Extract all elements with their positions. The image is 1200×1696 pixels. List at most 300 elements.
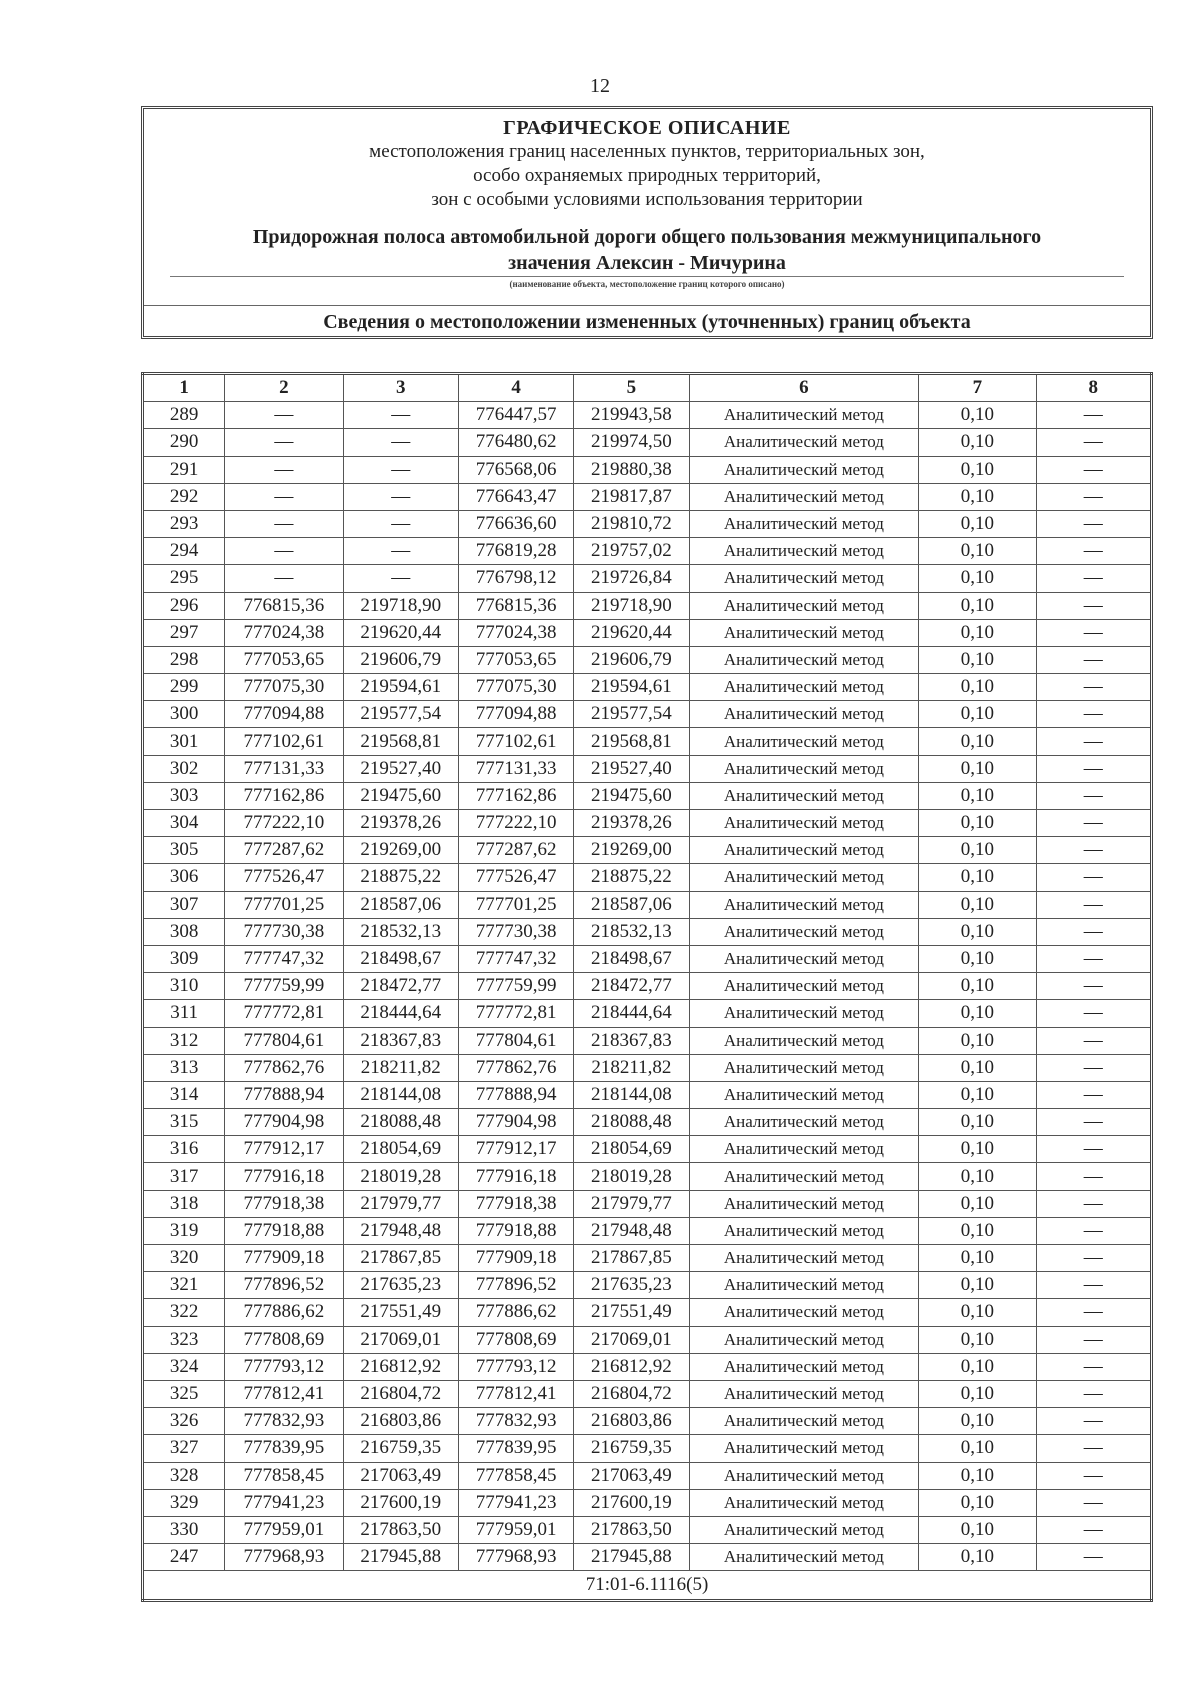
- table-cell: Аналитический метод: [689, 1353, 919, 1380]
- table-cell: —: [343, 456, 458, 483]
- table-cell: 0,10: [919, 1190, 1036, 1217]
- table-cell: 217948,48: [343, 1217, 458, 1244]
- table-cell: 0,10: [919, 1353, 1036, 1380]
- table-cell: —: [1036, 1462, 1151, 1489]
- table-cell: —: [343, 483, 458, 510]
- table-cell: 218532,13: [574, 918, 689, 945]
- table-row: [143, 1054, 1152, 1081]
- table-cell: —: [343, 402, 458, 429]
- table-cell: 219817,87: [574, 483, 689, 510]
- table-row: [143, 755, 1152, 782]
- table-cell: 330: [143, 1516, 225, 1543]
- table-cell: 297: [143, 619, 225, 646]
- table-cell: 776815,36: [225, 592, 343, 619]
- table-cell: 777862,76: [458, 1054, 573, 1081]
- table-cell: 217069,01: [343, 1326, 458, 1353]
- table-cell: 777287,62: [458, 837, 573, 864]
- table-cell: 777808,69: [458, 1326, 573, 1353]
- table-cell: 219943,58: [574, 402, 689, 429]
- table-cell: 776815,36: [458, 592, 573, 619]
- table-cell: Аналитический метод: [689, 592, 919, 619]
- table-cell: —: [1036, 1272, 1151, 1299]
- table-cell: Аналитический метод: [689, 565, 919, 592]
- table-cell: 217945,88: [574, 1544, 689, 1571]
- table-cell: 777094,88: [458, 701, 573, 728]
- table-cell: 777759,99: [225, 973, 343, 1000]
- table-cell: 218367,83: [343, 1027, 458, 1054]
- table-cell: 777730,38: [458, 918, 573, 945]
- table-cell: 777959,01: [225, 1516, 343, 1543]
- table-cell: 777858,45: [225, 1462, 343, 1489]
- table-cell: —: [1036, 1245, 1151, 1272]
- table-cell: —: [1036, 402, 1151, 429]
- table-cell: 292: [143, 483, 225, 510]
- column-header: 7: [919, 374, 1036, 402]
- table-row: [143, 1299, 1152, 1326]
- table-cell: 777793,12: [458, 1353, 573, 1380]
- table-cell: 216804,72: [574, 1380, 689, 1407]
- table-cell: Аналитический метод: [689, 728, 919, 755]
- table-row: [143, 1163, 1152, 1190]
- table-cell: 219974,50: [574, 429, 689, 456]
- table-cell: 777222,10: [458, 810, 573, 837]
- table-cell: 776568,06: [458, 456, 573, 483]
- table-row: [143, 592, 1152, 619]
- table-cell: —: [343, 510, 458, 537]
- table-row: [143, 864, 1152, 891]
- table-cell: 219269,00: [343, 837, 458, 864]
- table-cell: —: [1036, 864, 1151, 891]
- table-cell: Аналитический метод: [689, 1544, 919, 1571]
- table-row: [143, 728, 1152, 755]
- table-cell: 218019,28: [343, 1163, 458, 1190]
- table-cell: Аналитический метод: [689, 918, 919, 945]
- table-cell: Аналитический метод: [689, 1380, 919, 1407]
- table-cell: 219620,44: [574, 619, 689, 646]
- table-cell: 218875,22: [574, 864, 689, 891]
- table-cell: Аналитический метод: [689, 1136, 919, 1163]
- table-cell: —: [1036, 619, 1151, 646]
- table-cell: 0,10: [919, 565, 1036, 592]
- table-cell: 218472,77: [343, 973, 458, 1000]
- table-row: [143, 1000, 1152, 1027]
- table-row: [143, 701, 1152, 728]
- table-row: [143, 1353, 1152, 1380]
- table-cell: 218211,82: [574, 1054, 689, 1081]
- table-cell: 218144,08: [574, 1081, 689, 1108]
- table-footer: 71:01-6.1116(5): [143, 1571, 1152, 1601]
- table-cell: 777904,98: [458, 1109, 573, 1136]
- table-row: [143, 1027, 1152, 1054]
- table-row: [143, 646, 1152, 673]
- table-cell: 217551,49: [343, 1299, 458, 1326]
- table-row: [143, 402, 1152, 429]
- table-cell: 0,10: [919, 456, 1036, 483]
- table-cell: 777526,47: [458, 864, 573, 891]
- table-cell: 0,10: [919, 646, 1036, 673]
- table-cell: 306: [143, 864, 225, 891]
- table-cell: 0,10: [919, 402, 1036, 429]
- table-cell: Аналитический метод: [689, 782, 919, 809]
- table-cell: Аналитический метод: [689, 1190, 919, 1217]
- table-cell: 219527,40: [574, 755, 689, 782]
- table-cell: 219577,54: [574, 701, 689, 728]
- table-cell: 219594,61: [343, 674, 458, 701]
- table-row: [143, 1136, 1152, 1163]
- document-title: ГРАФИЧЕСКОЕ ОПИСАНИЕ: [503, 117, 791, 139]
- table-cell: 777772,81: [458, 1000, 573, 1027]
- table-cell: —: [225, 538, 343, 565]
- table-cell: 777162,86: [225, 782, 343, 809]
- table-cell: 218587,06: [343, 891, 458, 918]
- table-row: [143, 1190, 1152, 1217]
- table-cell: Аналитический метод: [689, 755, 919, 782]
- table-cell: Аналитический метод: [689, 1081, 919, 1108]
- table-cell: Аналитический метод: [689, 1299, 919, 1326]
- table-cell: —: [1036, 1000, 1151, 1027]
- table-cell: —: [1036, 592, 1151, 619]
- table-cell: 290: [143, 429, 225, 456]
- table-cell: 777832,93: [225, 1408, 343, 1435]
- table-cell: 777804,61: [225, 1027, 343, 1054]
- table-cell: 316: [143, 1136, 225, 1163]
- table-cell: 776480,62: [458, 429, 573, 456]
- table-row: [143, 619, 1152, 646]
- table-cell: 777862,76: [225, 1054, 343, 1081]
- table-cell: Аналитический метод: [689, 1272, 919, 1299]
- column-header: 3: [343, 374, 458, 402]
- table-cell: 0,10: [919, 810, 1036, 837]
- table-cell: 217063,49: [574, 1462, 689, 1489]
- table-cell: 217635,23: [574, 1272, 689, 1299]
- table-cell: 218875,22: [343, 864, 458, 891]
- table-cell: 777858,45: [458, 1462, 573, 1489]
- table-cell: —: [1036, 1408, 1151, 1435]
- table-cell: 0,10: [919, 510, 1036, 537]
- table-cell: 216803,86: [574, 1408, 689, 1435]
- table-cell: 308: [143, 918, 225, 945]
- table-cell: —: [1036, 565, 1151, 592]
- table-cell: 219594,61: [574, 674, 689, 701]
- table-cell: 219378,26: [574, 810, 689, 837]
- table-cell: —: [1036, 1516, 1151, 1543]
- table-cell: 321: [143, 1272, 225, 1299]
- table-cell: Аналитический метод: [689, 1000, 919, 1027]
- table-cell: 218144,08: [343, 1081, 458, 1108]
- table-cell: 217635,23: [343, 1272, 458, 1299]
- table-cell: Аналитический метод: [689, 973, 919, 1000]
- table-cell: 217945,88: [343, 1544, 458, 1571]
- table-cell: 777808,69: [225, 1326, 343, 1353]
- table-cell: 777968,93: [458, 1544, 573, 1571]
- table-cell: 776819,28: [458, 538, 573, 565]
- table-cell: 322: [143, 1299, 225, 1326]
- table-cell: Аналитический метод: [689, 402, 919, 429]
- table-cell: 217069,01: [574, 1326, 689, 1353]
- table-cell: 300: [143, 701, 225, 728]
- table-cell: 0,10: [919, 782, 1036, 809]
- table-cell: 299: [143, 674, 225, 701]
- table-cell: 291: [143, 456, 225, 483]
- table-cell: —: [225, 402, 343, 429]
- table-cell: Аналитический метод: [689, 674, 919, 701]
- table-cell: —: [1036, 1217, 1151, 1244]
- table-cell: 216804,72: [343, 1380, 458, 1407]
- table-cell: 776636,60: [458, 510, 573, 537]
- table-row: [143, 1081, 1152, 1108]
- table-cell: 0,10: [919, 973, 1036, 1000]
- table-cell: 777909,18: [225, 1245, 343, 1272]
- table-cell: 777896,52: [458, 1272, 573, 1299]
- table-cell: 219880,38: [574, 456, 689, 483]
- table-cell: 296: [143, 592, 225, 619]
- table-cell: —: [1036, 456, 1151, 483]
- table-cell: 777131,33: [225, 755, 343, 782]
- table-cell: 217867,85: [343, 1245, 458, 1272]
- table-cell: 217551,49: [574, 1299, 689, 1326]
- table-cell: 0,10: [919, 945, 1036, 972]
- table-cell: 777886,62: [225, 1299, 343, 1326]
- table-cell: 0,10: [919, 1245, 1036, 1272]
- table-cell: 0,10: [919, 1299, 1036, 1326]
- table-cell: 777747,32: [225, 945, 343, 972]
- coordinates-table: [141, 372, 1153, 1602]
- table-cell: 216759,35: [574, 1435, 689, 1462]
- table-cell: 777904,98: [225, 1109, 343, 1136]
- table-cell: 0,10: [919, 1380, 1036, 1407]
- table-cell: —: [1036, 1489, 1151, 1516]
- table-row: [143, 1272, 1152, 1299]
- table-cell: 777759,99: [458, 973, 573, 1000]
- table-cell: 298: [143, 646, 225, 673]
- table-cell: 303: [143, 782, 225, 809]
- object-caption: (наименование объекта, местоположение границ которого описано): [170, 276, 1124, 289]
- table-cell: 217863,50: [343, 1516, 458, 1543]
- column-header: 6: [689, 374, 919, 402]
- column-header: 2: [225, 374, 343, 402]
- table-cell: 777730,38: [225, 918, 343, 945]
- table-cell: 0,10: [919, 1054, 1036, 1081]
- table-cell: 323: [143, 1326, 225, 1353]
- table-cell: 318: [143, 1190, 225, 1217]
- table-cell: 218587,06: [574, 891, 689, 918]
- table-cell: 305: [143, 837, 225, 864]
- table-cell: 218498,67: [574, 945, 689, 972]
- table-cell: Аналитический метод: [689, 945, 919, 972]
- table-cell: Аналитический метод: [689, 538, 919, 565]
- table-cell: 312: [143, 1027, 225, 1054]
- table-cell: —: [1036, 1190, 1151, 1217]
- table-cell: 218367,83: [574, 1027, 689, 1054]
- table-cell: 777747,32: [458, 945, 573, 972]
- table-cell: 0,10: [919, 1081, 1036, 1108]
- table-cell: 0,10: [919, 674, 1036, 701]
- table-cell: 304: [143, 810, 225, 837]
- table-cell: 219527,40: [343, 755, 458, 782]
- table-cell: —: [1036, 1109, 1151, 1136]
- table-cell: —: [1036, 1299, 1151, 1326]
- table-cell: 216812,92: [343, 1353, 458, 1380]
- table-cell: —: [1036, 973, 1151, 1000]
- table-cell: 0,10: [919, 1272, 1036, 1299]
- table-footer-row: [143, 1571, 1152, 1601]
- table-cell: 217600,19: [574, 1489, 689, 1516]
- table-cell: 314: [143, 1081, 225, 1108]
- table-cell: Аналитический метод: [689, 483, 919, 510]
- table-cell: Аналитический метод: [689, 1027, 919, 1054]
- table-cell: 218444,64: [343, 1000, 458, 1027]
- table-cell: 777102,61: [458, 728, 573, 755]
- column-header: 5: [574, 374, 689, 402]
- table-cell: 302: [143, 755, 225, 782]
- table-cell: Аналитический метод: [689, 1489, 919, 1516]
- table-cell: Аналитический метод: [689, 429, 919, 456]
- table-cell: 777912,17: [458, 1136, 573, 1163]
- document-subtitle-line: местоположения границ населенных пунктов, территориальных зон,: [369, 141, 925, 162]
- table-cell: Аналитический метод: [689, 456, 919, 483]
- table-row: [143, 1516, 1152, 1543]
- table-cell: 247: [143, 1544, 225, 1571]
- table-cell: 777075,30: [225, 674, 343, 701]
- table-cell: 777793,12: [225, 1353, 343, 1380]
- table-cell: 218088,48: [574, 1109, 689, 1136]
- table-cell: 311: [143, 1000, 225, 1027]
- table-cell: 295: [143, 565, 225, 592]
- table-cell: 218088,48: [343, 1109, 458, 1136]
- table-row: [143, 429, 1152, 456]
- table-cell: —: [1036, 483, 1151, 510]
- table-cell: 329: [143, 1489, 225, 1516]
- table-cell: 217863,50: [574, 1516, 689, 1543]
- table-cell: 219378,26: [343, 810, 458, 837]
- table-cell: Аналитический метод: [689, 1217, 919, 1244]
- table-cell: —: [225, 565, 343, 592]
- table-row: [143, 1435, 1152, 1462]
- table-cell: 777839,95: [225, 1435, 343, 1462]
- table-cell: 219269,00: [574, 837, 689, 864]
- table-cell: 315: [143, 1109, 225, 1136]
- table-cell: —: [1036, 891, 1151, 918]
- table-cell: 777941,23: [458, 1489, 573, 1516]
- table-cell: 216803,86: [343, 1408, 458, 1435]
- table-cell: 0,10: [919, 755, 1036, 782]
- table-cell: 777918,38: [458, 1190, 573, 1217]
- table-cell: 219606,79: [574, 646, 689, 673]
- table-cell: 217979,77: [574, 1190, 689, 1217]
- table-cell: 0,10: [919, 1489, 1036, 1516]
- table-cell: 0,10: [919, 891, 1036, 918]
- table-cell: —: [1036, 1544, 1151, 1571]
- table-row: [143, 1217, 1152, 1244]
- table-cell: 0,10: [919, 1163, 1036, 1190]
- table-cell: Аналитический метод: [689, 837, 919, 864]
- table-cell: 777222,10: [225, 810, 343, 837]
- table-cell: 219718,90: [574, 592, 689, 619]
- table-cell: 317: [143, 1163, 225, 1190]
- table-cell: Аналитический метод: [689, 1516, 919, 1543]
- table-cell: 218532,13: [343, 918, 458, 945]
- table-cell: 0,10: [919, 864, 1036, 891]
- table-cell: 0,10: [919, 1544, 1036, 1571]
- table-cell: Аналитический метод: [689, 810, 919, 837]
- table-cell: 219606,79: [343, 646, 458, 673]
- table-cell: Аналитический метод: [689, 1109, 919, 1136]
- table-cell: 777941,23: [225, 1489, 343, 1516]
- table-cell: Аналитический метод: [689, 1054, 919, 1081]
- table-cell: —: [1036, 1380, 1151, 1407]
- table-cell: 219726,84: [574, 565, 689, 592]
- table-header-row: [143, 374, 1152, 402]
- table-cell: —: [225, 510, 343, 537]
- table-cell: —: [1036, 728, 1151, 755]
- table-cell: Аналитический метод: [689, 1163, 919, 1190]
- table-cell: 0,10: [919, 1136, 1036, 1163]
- table-cell: —: [1036, 1027, 1151, 1054]
- table-row: [143, 1408, 1152, 1435]
- table-body: [143, 402, 1152, 1571]
- table-cell: —: [1036, 674, 1151, 701]
- table-cell: Аналитический метод: [689, 619, 919, 646]
- table-row: [143, 1326, 1152, 1353]
- table-cell: 777888,94: [225, 1081, 343, 1108]
- table-row: [143, 456, 1152, 483]
- table-row: [143, 483, 1152, 510]
- table-cell: Аналитический метод: [689, 1435, 919, 1462]
- document-subtitle-line: особо охраняемых природных территорий,: [473, 165, 821, 186]
- table-cell: 0,10: [919, 1000, 1036, 1027]
- table-cell: —: [1036, 782, 1151, 809]
- table-row: [143, 810, 1152, 837]
- table-cell: 218444,64: [574, 1000, 689, 1027]
- table-cell: 777912,17: [225, 1136, 343, 1163]
- object-name-line: значения Алексин - Мичурина: [508, 252, 786, 274]
- table-cell: 309: [143, 945, 225, 972]
- table-cell: —: [1036, 1081, 1151, 1108]
- table-row: [143, 1380, 1152, 1407]
- table-cell: 218211,82: [343, 1054, 458, 1081]
- table-cell: —: [343, 538, 458, 565]
- table-cell: 776798,12: [458, 565, 573, 592]
- table-cell: —: [1036, 429, 1151, 456]
- table-row: [143, 782, 1152, 809]
- table-cell: —: [225, 456, 343, 483]
- table-cell: 776643,47: [458, 483, 573, 510]
- table-cell: 301: [143, 728, 225, 755]
- table-cell: 324: [143, 1353, 225, 1380]
- table-cell: 320: [143, 1245, 225, 1272]
- table-cell: 0,10: [919, 1027, 1036, 1054]
- table-cell: 0,10: [919, 483, 1036, 510]
- column-header: 4: [458, 374, 573, 402]
- table-cell: 0,10: [919, 1462, 1036, 1489]
- table-row: [143, 837, 1152, 864]
- table-cell: 217979,77: [343, 1190, 458, 1217]
- table-row: [143, 1109, 1152, 1136]
- table-cell: 0,10: [919, 918, 1036, 945]
- table-cell: 0,10: [919, 728, 1036, 755]
- table-cell: —: [1036, 810, 1151, 837]
- table-cell: 777053,65: [225, 646, 343, 673]
- section-title: Сведения о местоположении измененных (уточненных) границ объекта: [144, 305, 1150, 336]
- table-cell: 218472,77: [574, 973, 689, 1000]
- table-row: [143, 1462, 1152, 1489]
- table-cell: 777959,01: [458, 1516, 573, 1543]
- table-cell: 777131,33: [458, 755, 573, 782]
- table-cell: 0,10: [919, 619, 1036, 646]
- table-cell: 310: [143, 973, 225, 1000]
- table-cell: 776447,57: [458, 402, 573, 429]
- table-cell: 216812,92: [574, 1353, 689, 1380]
